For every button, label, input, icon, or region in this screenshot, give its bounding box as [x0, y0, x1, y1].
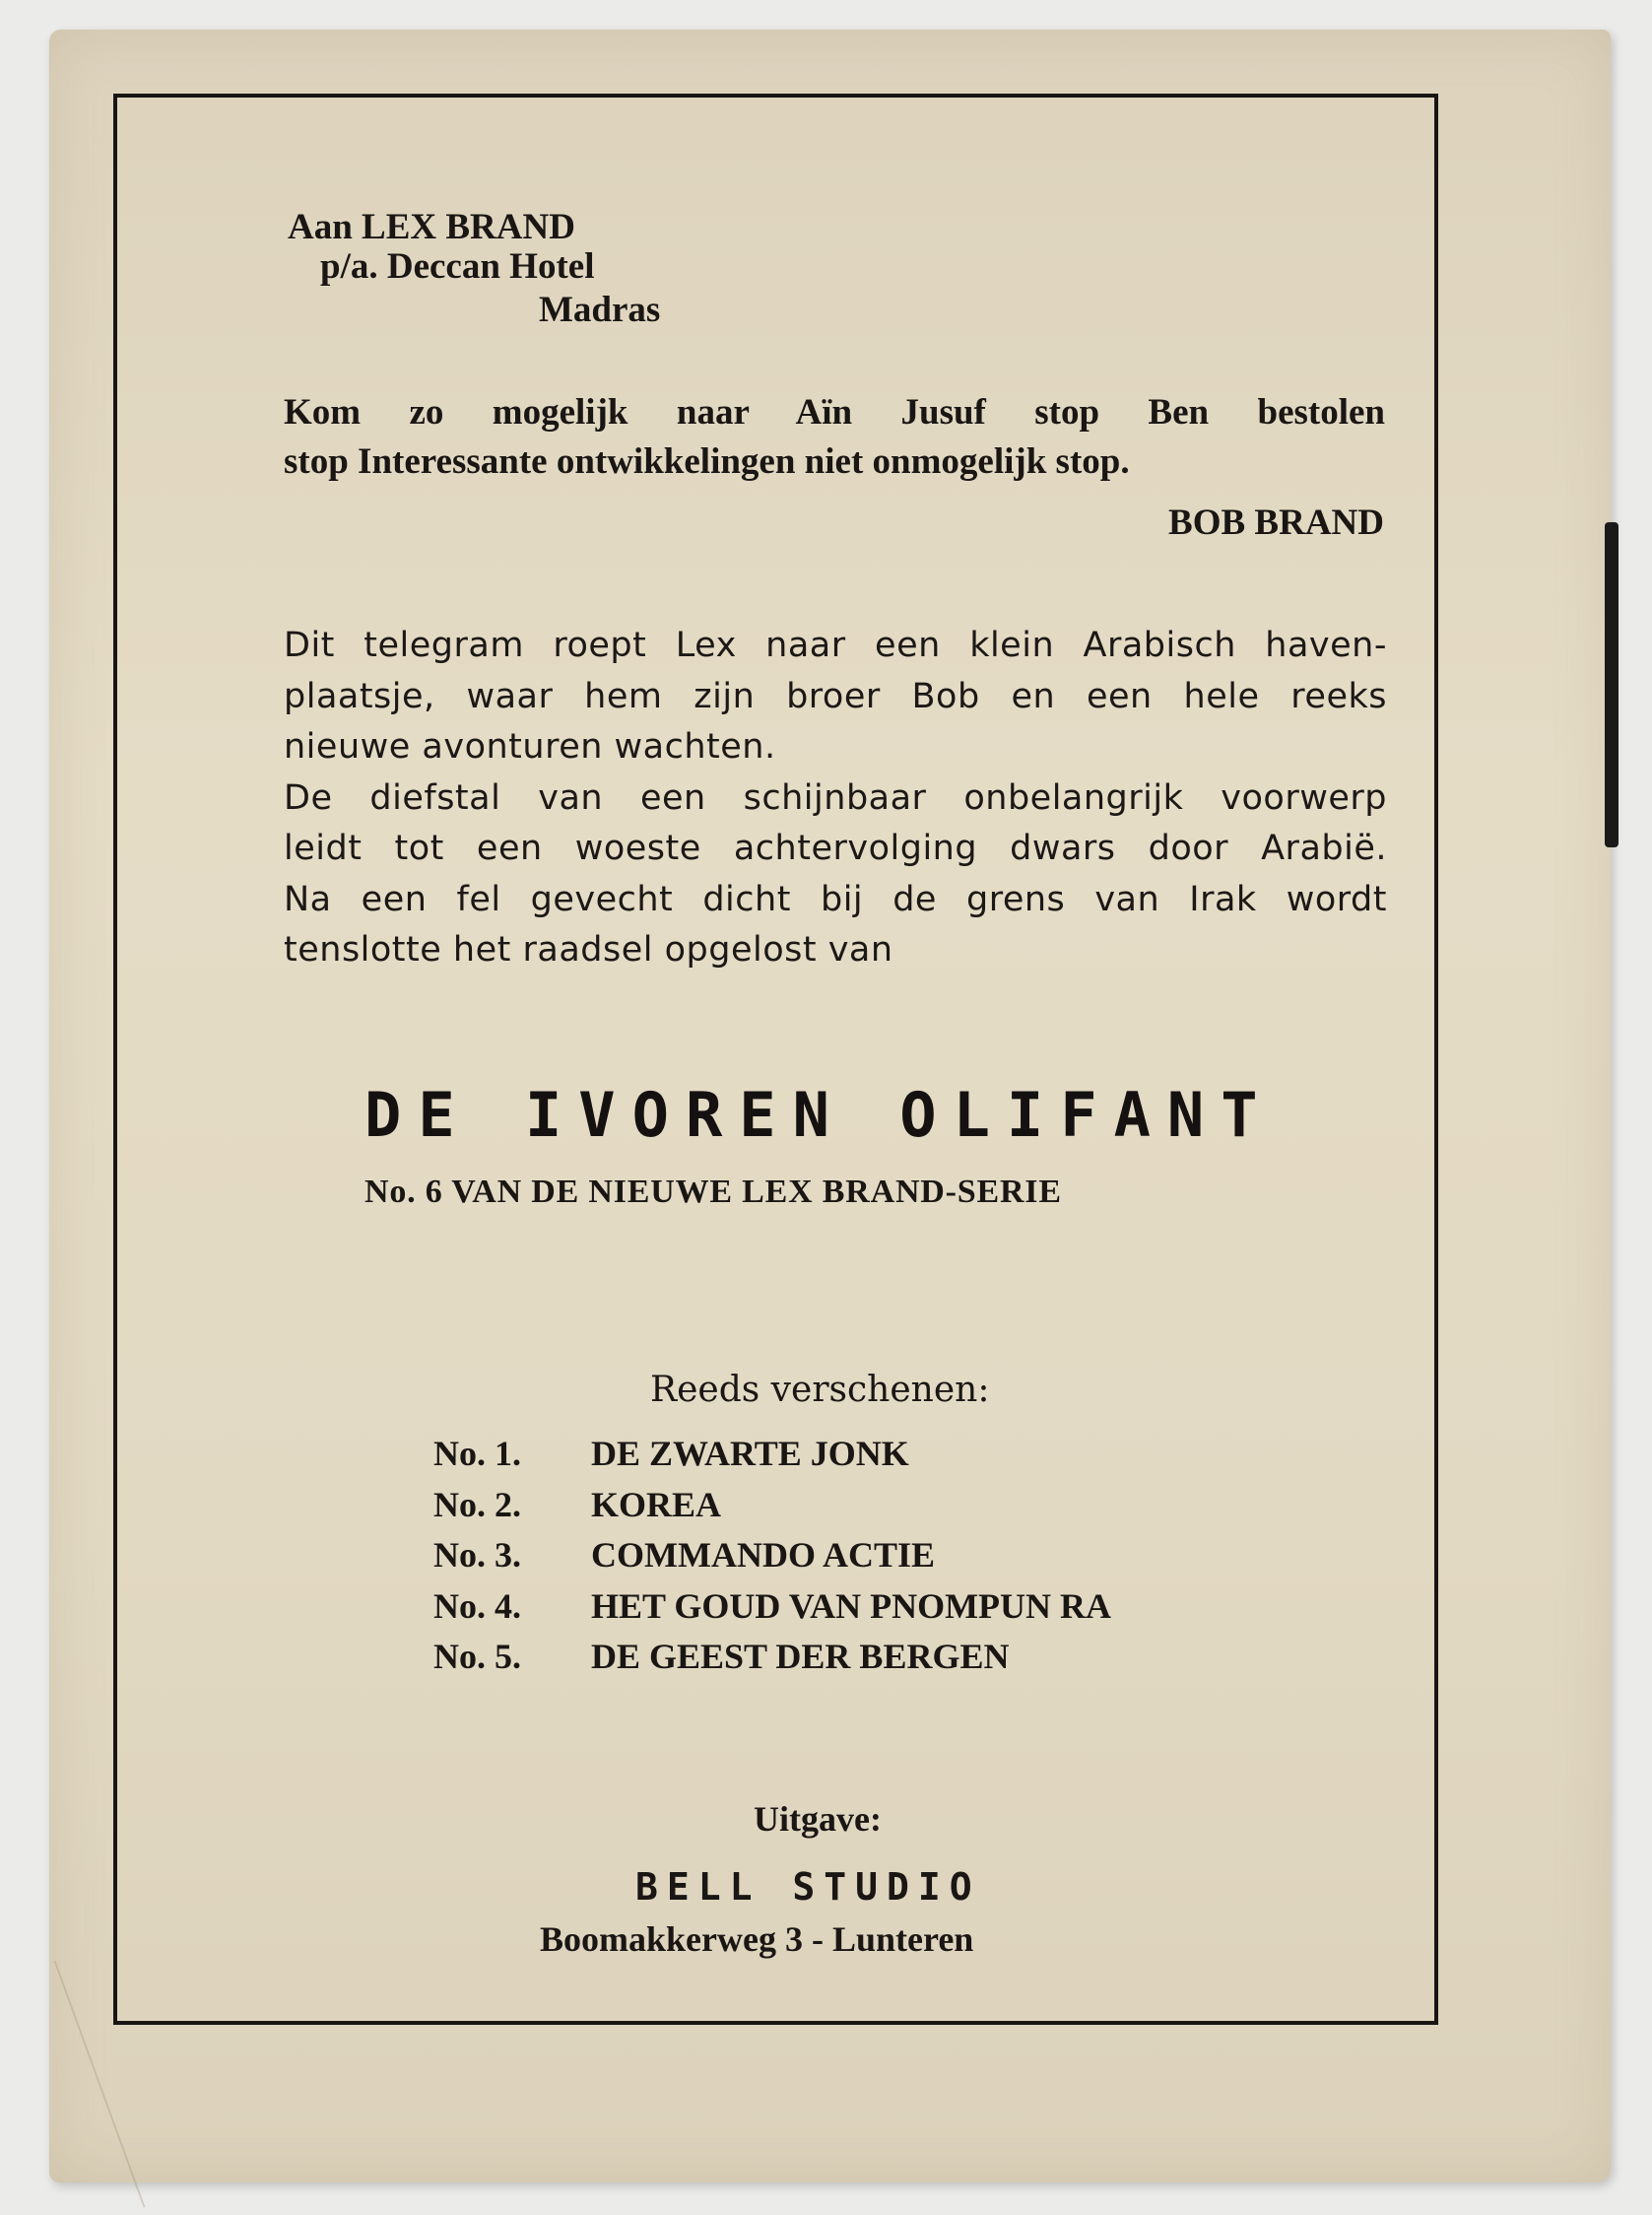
- list-item-title: DE GEEST DER BERGEN: [591, 1637, 1010, 1676]
- telegram-message-line-1: Kom zo mogelijk naar Aïn Jusuf stop Ben bestolen: [284, 392, 1385, 433]
- telegram-address-line-2: p/a. Deccan Hotel: [320, 246, 595, 287]
- spine-edge: [1605, 522, 1619, 847]
- list-item: [433, 1480, 1111, 1531]
- blurb-line: tenslotte het raadsel opgelost van: [284, 930, 893, 970]
- published-heading: Reeds verschenen:: [650, 1370, 990, 1410]
- list-item-number: No. 4.: [433, 1585, 521, 1626]
- publisher-name: BELL STUDIO: [635, 1865, 981, 1909]
- published-list: [433, 1429, 1111, 1683]
- publisher-heading: Uitgave:: [754, 1799, 882, 1839]
- telegram-address-line-1: Aan LEX BRAND: [288, 207, 575, 247]
- telegram-signature: BOB BRAND: [1168, 503, 1384, 543]
- printed-border-frame: [113, 94, 1438, 2025]
- blurb-paragraph: [284, 621, 1387, 976]
- blurb-line: Na een fel gevecht dicht bij de grens van Irak wordt: [284, 879, 1387, 919]
- book-subtitle: No. 6 VAN DE NIEUWE LEX BRAND-SERIE: [364, 1174, 1062, 1210]
- blurb-line: Dit telegram roept Lex naar een klein Arabisch haven-: [284, 626, 1387, 665]
- list-item-title: KOREA: [591, 1484, 722, 1524]
- telegram-address-line-3: Madras: [539, 290, 661, 330]
- list-item-number: No. 2.: [433, 1484, 521, 1524]
- list-item: [433, 1581, 1111, 1633]
- blurb-line: De diefstal van een schijnbaar onbelangrijk voorwerp: [284, 777, 1387, 818]
- list-item-title: HET GOUD VAN PNOMPUN RA: [591, 1585, 1112, 1626]
- blurb-line: nieuwe avonturen wachten.: [284, 727, 776, 767]
- blurb-line: leidt tot een woeste achtervolging dwars door Arabië.: [284, 829, 1387, 868]
- list-item-number: No. 3.: [433, 1535, 521, 1575]
- list-item-number: No. 1.: [433, 1434, 521, 1473]
- telegram-message-line-2: stop Interessante ontwikkelingen niet onmogelijk stop.: [284, 441, 1130, 482]
- blurb-line: plaatsje, waar hem zijn broer Bob en een hele reeks: [284, 676, 1387, 716]
- list-item-title: COMMANDO ACTIE: [591, 1535, 935, 1575]
- list-item-number: No. 5.: [433, 1637, 521, 1676]
- publisher-address: Boomakkerweg 3 - Lunteren: [540, 1919, 974, 1959]
- list-item: [433, 1530, 1111, 1581]
- book-title: DE IVOREN OLIFANT: [364, 1079, 1275, 1151]
- list-item: [433, 1429, 1111, 1480]
- list-item: [433, 1632, 1111, 1683]
- list-item-title: DE ZWARTE JONK: [591, 1434, 909, 1473]
